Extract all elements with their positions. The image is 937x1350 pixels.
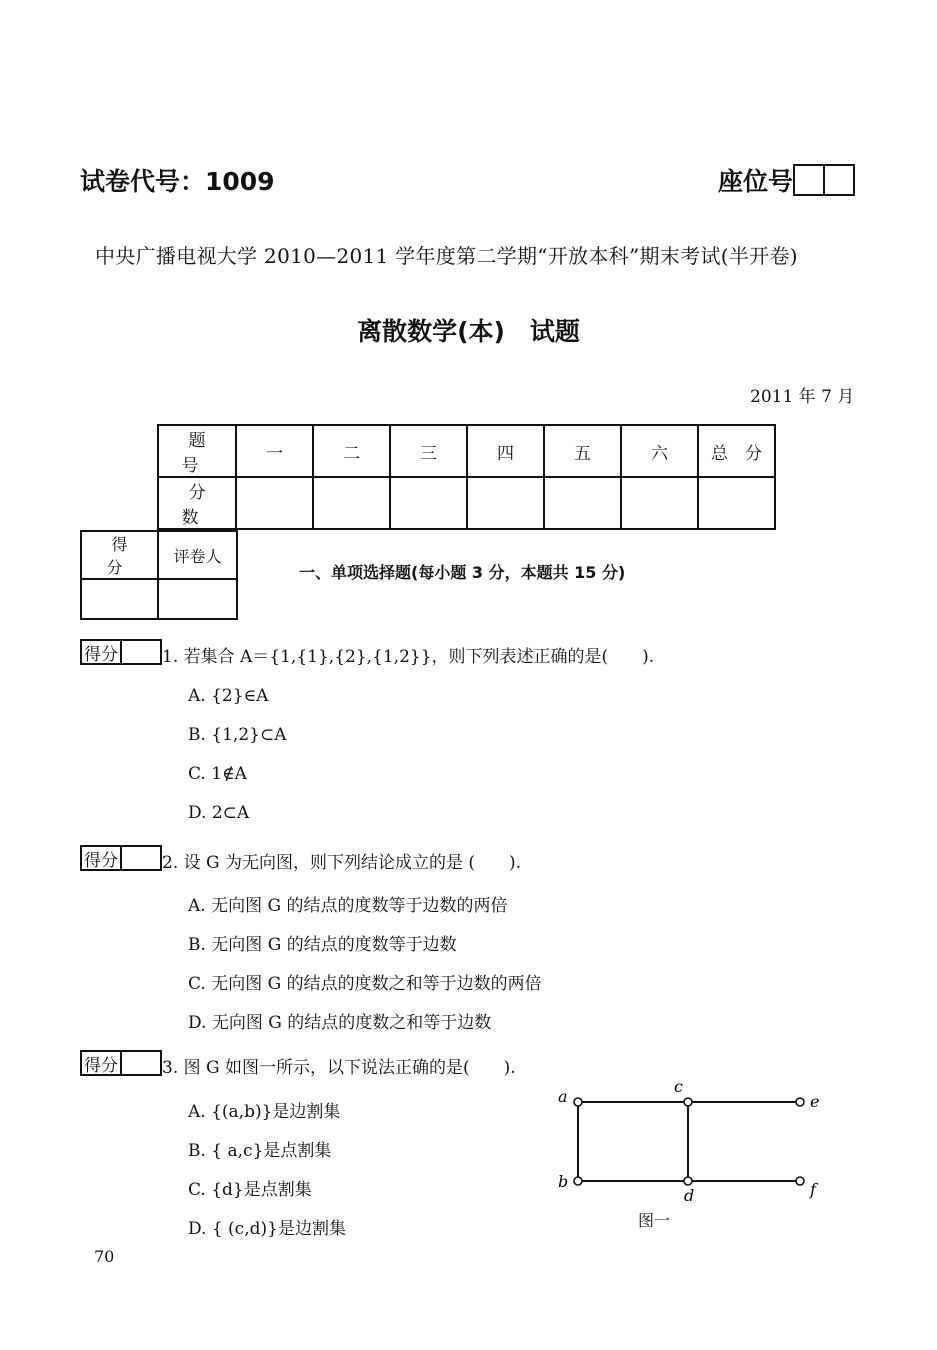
score-table-row-label: 分 数 (158, 477, 236, 529)
grader-name-cell[interactable] (158, 579, 237, 619)
score-cell[interactable] (390, 477, 467, 529)
question-1-text: 1. 若集合 A＝{1,{1},{2},{1,2}}，则下列表述正确的是( ). (162, 647, 655, 667)
page-number: 70 (94, 1247, 115, 1266)
paper-code: 试卷代号：1009 (80, 167, 275, 196)
score-table-header-row (158, 425, 775, 477)
seat-boxes[interactable] (795, 164, 855, 196)
seat-box[interactable] (793, 164, 825, 196)
question-3-option-d[interactable]: D. { (c,d)}是边割集 (188, 1219, 346, 1239)
figure-caption: 图一 (638, 1211, 671, 1230)
question-3-option-b[interactable]: B. { a,c}是点割集 (188, 1141, 332, 1161)
score-table-col: 三 (390, 425, 467, 477)
node-a (574, 1098, 582, 1106)
question-score-label: 得分 (80, 1050, 122, 1076)
question-2-text: 2. 设 G 为无向图，则下列结论成立的是 ( ). (162, 853, 522, 873)
node-label-c: c (674, 1077, 683, 1096)
node-c (684, 1098, 692, 1106)
graph-figure (550, 1075, 840, 1210)
question-score-box (80, 639, 162, 665)
score-cell[interactable] (621, 477, 698, 529)
section-title: 一、单项选择题(每小题 3 分，本题共 15 分) (299, 563, 626, 582)
seat-box[interactable] (823, 164, 855, 196)
question-3-option-c[interactable]: C. {d}是点割集 (188, 1180, 312, 1200)
score-table-col: 四 (467, 425, 544, 477)
grader-score-label: 得 分 (81, 531, 158, 579)
score-table-col: 一 (236, 425, 313, 477)
question-score-blank[interactable] (122, 639, 162, 665)
grader-label: 评卷人 (158, 531, 237, 579)
node-b (574, 1177, 582, 1185)
score-table-header-label: 题 号 (158, 425, 236, 477)
score-cell[interactable] (313, 477, 390, 529)
question-score-blank[interactable] (122, 1050, 162, 1076)
node-label-a: a (558, 1087, 568, 1106)
question-2-option-c[interactable]: C. 无向图 G 的结点的度数之和等于边数的两倍 (188, 974, 542, 994)
question-2-option-d[interactable]: D. 无向图 G 的结点的度数之和等于边数 (188, 1013, 492, 1033)
score-cell[interactable] (544, 477, 621, 529)
grader-table (80, 530, 238, 620)
score-table-col: 六 (621, 425, 698, 477)
exam-header: 中央广播电视大学 2010—2011 学年度第二学期“开放本科”期末考试(半开卷) (95, 244, 798, 268)
question-score-blank[interactable] (122, 845, 162, 871)
question-score-box (80, 845, 162, 871)
question-score-box (80, 1050, 162, 1076)
question-score-label: 得分 (80, 845, 122, 871)
exam-date: 2011 年 7 月 (750, 387, 855, 407)
node-label-f: f (810, 1180, 816, 1199)
question-3-text: 3. 图 G 如图一所示，以下说法正确的是( ). (162, 1058, 516, 1078)
node-f (796, 1177, 804, 1185)
node-label-b: b (558, 1172, 569, 1191)
question-score-label: 得分 (80, 639, 122, 665)
node-d (684, 1177, 692, 1185)
score-table-col: 总 分 (698, 425, 775, 477)
score-table-score-row (158, 477, 775, 529)
score-table (157, 424, 776, 530)
grader-score-cell[interactable] (81, 579, 158, 619)
score-cell[interactable] (467, 477, 544, 529)
question-3-option-a[interactable]: A. {(a,b)}是边割集 (188, 1102, 341, 1122)
node-label-d: d (684, 1186, 695, 1205)
score-table-col: 二 (313, 425, 390, 477)
question-2-option-b[interactable]: B. 无向图 G 的结点的度数等于边数 (188, 935, 457, 955)
question-1-option-c[interactable]: C. 1∉A (188, 764, 247, 784)
seat-label: 座位号 (718, 167, 794, 196)
node-e (796, 1098, 804, 1106)
question-1-option-d[interactable]: D. 2⊂A (188, 803, 250, 823)
node-label-e: e (810, 1092, 820, 1111)
question-2-option-a[interactable]: A. 无向图 G 的结点的度数等于边数的两倍 (188, 896, 508, 916)
seat-number (718, 162, 855, 198)
score-cell[interactable] (698, 477, 775, 529)
score-table-col: 五 (544, 425, 621, 477)
exam-title: 离散数学(本) 试题 (357, 317, 580, 346)
question-1-option-b[interactable]: B. {1,2}⊂A (188, 725, 287, 745)
question-1-option-a[interactable]: A. {2}∈A (188, 686, 269, 706)
